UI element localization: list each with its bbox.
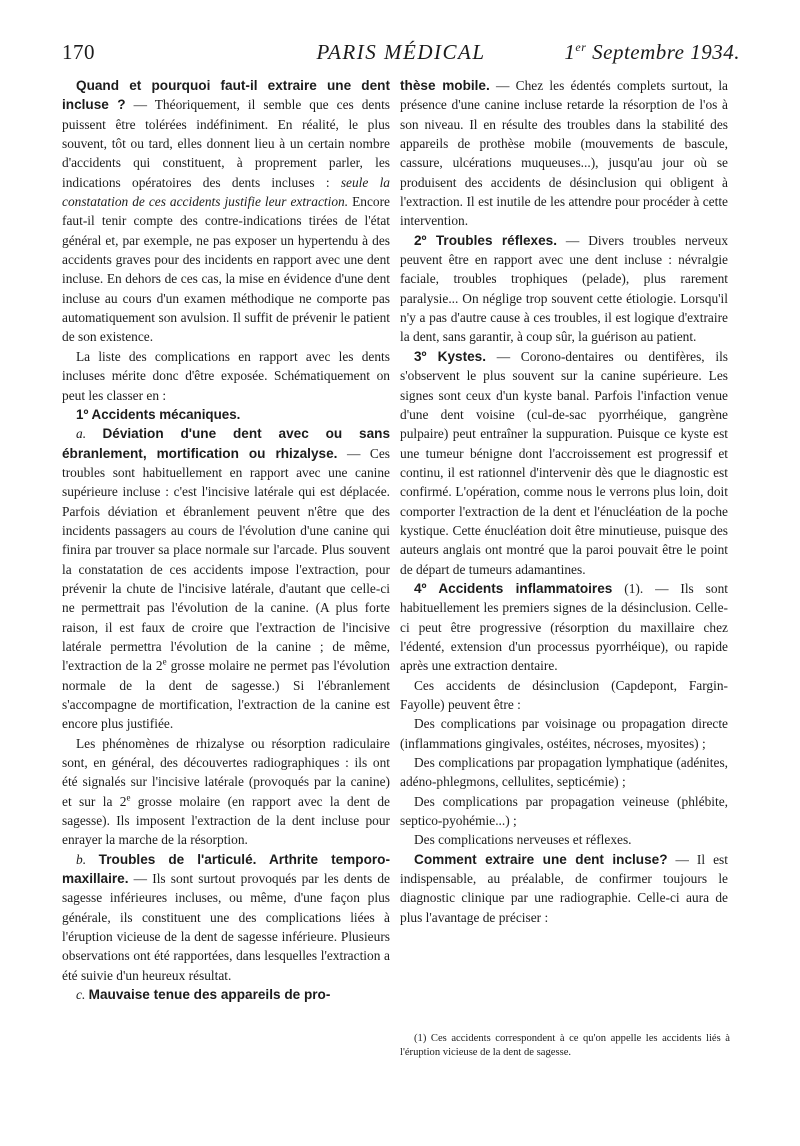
footnote-ref: (1). (612, 580, 644, 596)
list-item: Des complications nerveuses et réflexes. (414, 832, 632, 848)
paragraph-prosthesis-heading: c. Mauvaise tenue des appareils de pro- (76, 987, 331, 1003)
journal-title: PARIS MÉDICAL (316, 40, 486, 64)
right-column (400, 76, 728, 927)
page-number: 170 (62, 40, 95, 64)
paragraph-inflammatory: 4º Accidents inflammatoires (1). — Ils sont habituellement les premiers signes de la désinclusion. Celle-ci peut être progressive (résorption du maxillaire chez l'édenté, extension d'un processus pyorrhéique), ou rapide après une extraction dentaire. (400, 580, 728, 674)
paragraph-rhizalyse: Les phénomènes de rhizalyse ou résorption radiculaire sont, en général, des découvertes radiographiques : ils ont été signalés sur l'incisive latérale (provoqués par la canine) et sur la 2e grosse molaire (en rapport avec la dent de sagesse). Ils imposent l'extraction de la dent incluse pour enrayer la marche de la résorption. (62, 735, 390, 848)
paragraph-occlusion-troubles: b. Troubles de l'articulé. Arthrite temporo-maxillaire. — Ils sont surtout provoqués par les dents de sagesse inférieures incluses, ou même, d'une façon plus générale, ils constituent une des complications liées à l'éruption vicieuse de la dent de sagesse inférieure. Plusieurs observations ont été rapportées, dans lesquelles l'extraction a été suivie d'un heureux résultat. (62, 851, 390, 983)
left-column (62, 76, 390, 1005)
list-item: Des complications par propagation veineuse (phlébite, septico-pyohémie...) ; (400, 793, 728, 829)
paragraph-deviation: a. Déviation d'une dent avec ou sans ébranlement, mortification ou rhizalyse. — Ces troubles sont habituellement en rapport avec une canine supérieure incluse : c'est l'incisive latérale qui est déplacée. Parfois déviation et ébranlement peuvent n'être que des incidents passagers au cours de l'évolution d'une canine qui finira par trouver sa place normale sur l'arcade. Plus souvent la constatation de ces accidents impose l'extraction, pour prévenir la chute de l'incisive latérale, d'autant que celle-ci ne permettrait pas l'évolution de la canine. (A plus forte raison, il est faux de croire que l'extraction de l'incisive latérale permettra l'évolution de la canine ; de même, l'extraction de la 2e grosse molaire ne permet pas l'évolution normale de la dent de sagesse.) Si l'ébranlement s'accompagne de mortification, l'extraction de la canine est encore plus justifiée. (62, 426, 390, 732)
paragraph-how-extract: Comment extraire une dent incluse? — Il est indispensable, au préalable, de confirmer toujours le diagnostic clinique par une radiographie. Celle-ci aura de plus l'avantage de préciser : (400, 851, 728, 925)
footnote: (1) Ces accidents correspondent à ce qu'on appelle les accidents liés à l'éruption vicieuse de la dent de sagesse. (400, 1033, 730, 1058)
heading-mechanical-accidents: 1º Accidents mécaniques. (76, 406, 241, 422)
paragraph-when-why: Quand et pourquoi faut-il extraire une dent incluse ? — Théoriquement, il semble que ces dents puissent être tolérées indéfiniment. En réalité, le plus souvent, tôt ou tard, elles donnent lieu à un certain nombre d'accidents qui constituent, à proprement parler, les indications opératoires des dents incluses : seule la constatation de ces accidents justifie leur extraction. Encore faut-il tenir compte des contre-indications tirées de l'état général et, par exemple, ne pas exposer un hypertendu à des accidents graves pour des incidents en rapport avec une dent incluse. En dehors de ces cas, la mise en évidence d'une dent incluse au cours d'un examen méthodique ne comporte pas automatiquement son avulsion. Il suffit de prévenir le patient de son existence. (62, 78, 391, 345)
paragraph-desinclusion: Ces accidents de désinclusion (Capdepont, Fargin-Fayolle) peuvent être : (400, 677, 728, 712)
paragraph-cysts: 3º Kystes. — Corono-dentaires ou dentifères, ils s'observent le plus souvent sur la canine supérieure. Les signes sont ceux d'un kyste banal. Parfois l'infaction venue d'une dent voisine (cul-de-sac pyorrhéique, gangrène pulpaire) peut entraîner la suppuration. Puisque ce kyste est une tumeur bénigne dont l'accroissement est progressif et continu, il est rationnel d'intervenir dès que le diagnostic est confirmé. L'opération, comme nous le verrons plus loin, doit comporter l'extraction de la dent et l'énucléation de la poche kystique. Cette énucléation doit être minutieuse, puisque des auteurs anglais ont montré que la paroi pouvait être le point de départ de tumeurs adamantines. (400, 348, 728, 577)
paragraph-complications-list: La liste des complications en rapport avec les dents incluses mérite donc d'être exposée. Schématiquement on peut les classer en : (62, 348, 390, 403)
list-item: Des complications par voisinage ou propagation directe (inflammations gingivales, ostéites, nécroses, myosites) ; (400, 716, 728, 751)
list-item: Des complications par propagation lymphatique (adénites, adéno-phlegmons, cellulites, septicémie) ; (400, 755, 728, 790)
paragraph-prosthesis: thèse mobile. — Chez les édentés complets surtout, la présence d'une canine incluse retarde la résorption de l'os à son niveau. Il en résulte des troubles dans la stabilité des appareils de prothèse mobile (mouvements de bascule, cassure, ulcérations muqueuses...), jusqu'au jour où se produisent des accidents de désinclusion qui obligent à l'extraction. Il est inutile de les attendre pour procéder à cette intervention. (400, 78, 729, 229)
running-header (62, 40, 740, 72)
paragraph-reflex-troubles: 2º Troubles réflexes. — Divers troubles nerveux peuvent être en rapport avec une dent incluse : névralgie faciale, troubles trophiques (pelade), plus rarement paralysie... On néglige trop souvent cette étiologie. Lorsqu'il n'y a pas d'autre cause à ces troubles, il est logique d'extraire la dent, sans garantir, à coup sûr, la guérison au patient. (400, 232, 729, 345)
issue-date: 1er Septembre 1934. (564, 40, 740, 64)
